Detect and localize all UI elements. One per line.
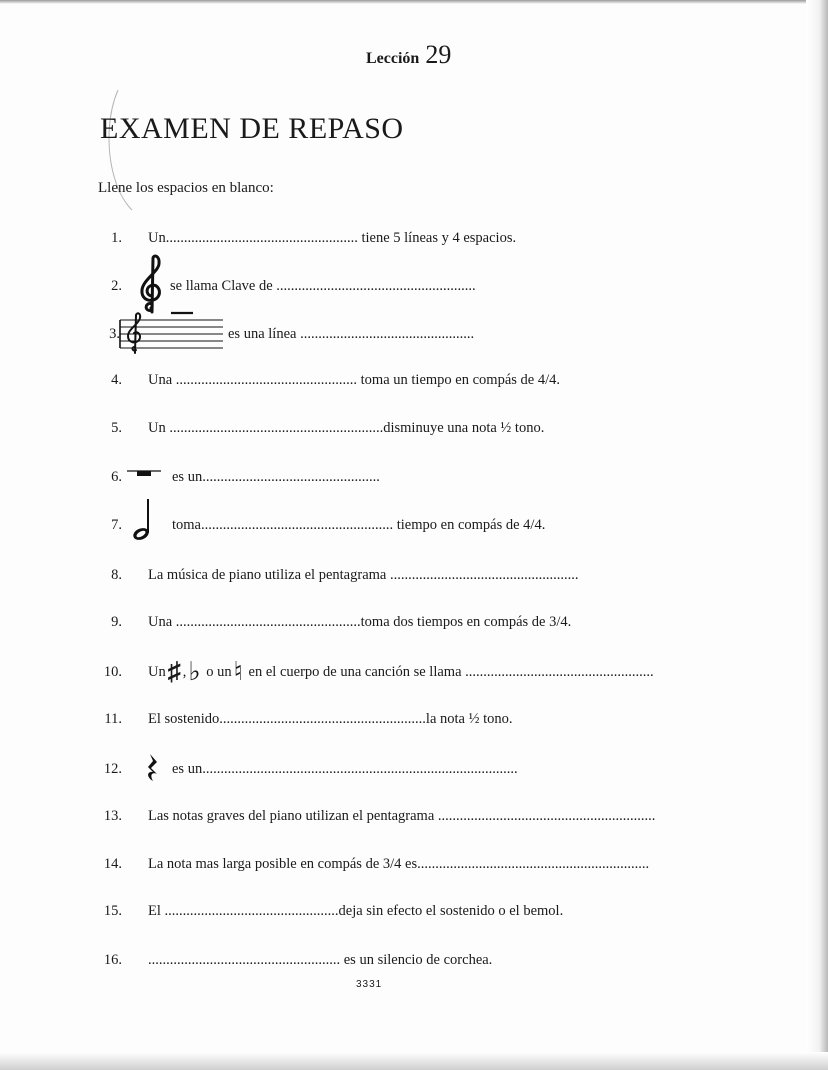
- question-8: [0, 563, 828, 587]
- question-6: [0, 465, 828, 489]
- whole-rest-icon: [127, 469, 161, 479]
- question-number: 5.: [111, 420, 122, 436]
- question-text: Una ...................................................toma dos tiempos en compás de 3/4.: [148, 614, 572, 630]
- question-number: 16.: [103, 952, 122, 968]
- question-number: 13.: [103, 808, 122, 824]
- question-number: 8.: [111, 567, 122, 583]
- question-2: [0, 274, 828, 298]
- page-top-edge: [0, 0, 828, 4]
- question-number: 3.: [109, 326, 120, 342]
- question-text: La música de piano utiliza el pentagrama ....................................................: [148, 567, 579, 583]
- question-text: se llama Clave de .......................................................: [170, 278, 476, 294]
- question-number: 11.: [104, 711, 122, 727]
- question-number: 12.: [103, 761, 122, 777]
- question-text-post: en el cuerpo de una canción se llama ....................................................: [248, 664, 654, 680]
- question-number: 9.: [111, 614, 122, 630]
- question-text: Un ...........................................................disminuye una nota ½ tono.: [148, 420, 545, 436]
- question-15: [0, 899, 828, 923]
- question-14: [0, 852, 828, 876]
- question-number: 14.: [103, 856, 122, 872]
- question-3: [0, 322, 828, 346]
- treble-clef-icon: [137, 254, 167, 316]
- question-text: Una .................................................. toma un tiempo en compás de 4/4.: [148, 372, 560, 388]
- instructions: Llene los espacios en blanco:: [98, 180, 274, 196]
- question-number: 7.: [111, 517, 122, 533]
- question-9: [0, 610, 828, 634]
- question-text-comma: ,: [182, 664, 187, 680]
- page-bottom-edge: [0, 1052, 828, 1070]
- lesson-label: Lección: [366, 50, 420, 67]
- question-text: El ................................................deja sin efecto el sostenido o el bemol.: [148, 903, 564, 919]
- question-text: es un.................................................: [172, 469, 380, 485]
- question-text: El sostenido.........................................................la nota ½ tono.: [148, 711, 513, 727]
- question-11: [0, 707, 828, 731]
- question-10: [0, 657, 828, 686]
- question-text-mid: o un: [206, 664, 232, 680]
- question-number: 15.: [103, 903, 122, 919]
- half-note-icon: [130, 497, 154, 543]
- page-title: EXAMEN DE REPASO: [100, 112, 404, 145]
- question-text: Un..................................................... tiene 5 líneas y 4 espacios.: [148, 230, 517, 246]
- question-number: 2.: [111, 278, 122, 294]
- margin-pencil-curve: [104, 88, 144, 218]
- quarter-rest-icon: [145, 753, 161, 783]
- question-number: 6.: [111, 469, 122, 485]
- natural-icon: ♮: [233, 657, 243, 686]
- question-text: Las notas graves del piano utilizan el pentagrama ............................................................: [148, 808, 656, 824]
- question-13: [0, 804, 828, 828]
- question-text: [148, 657, 654, 686]
- question-12: [0, 757, 828, 781]
- question-text: La nota mas larga posible en compás de 3/4 es................................................................: [148, 856, 650, 872]
- question-text: es una línea ................................................: [228, 326, 475, 342]
- lesson-number: 29: [425, 40, 452, 69]
- question-16: [0, 948, 828, 972]
- sharp-icon: ♯: [167, 657, 181, 686]
- page-footer-code: 3331: [356, 979, 383, 990]
- question-number: 4.: [111, 372, 122, 388]
- staff-ledger-line-icon: [119, 310, 225, 356]
- question-1: [0, 226, 828, 250]
- flat-icon: ♭: [188, 657, 201, 686]
- question-text: toma..................................................... tiempo en compás de 4/4.: [172, 517, 546, 533]
- question-7: [0, 513, 828, 537]
- question-number: 1.: [111, 230, 122, 246]
- question-5: [0, 416, 828, 440]
- lesson-header: [366, 40, 451, 70]
- question-text: ..................................................... es un silencio de corchea.: [148, 952, 493, 968]
- question-number: 10.: [103, 664, 122, 680]
- question-text: es un.......................................................................................: [172, 761, 518, 777]
- question-text-pre: Un: [148, 664, 166, 680]
- question-4: [0, 368, 828, 392]
